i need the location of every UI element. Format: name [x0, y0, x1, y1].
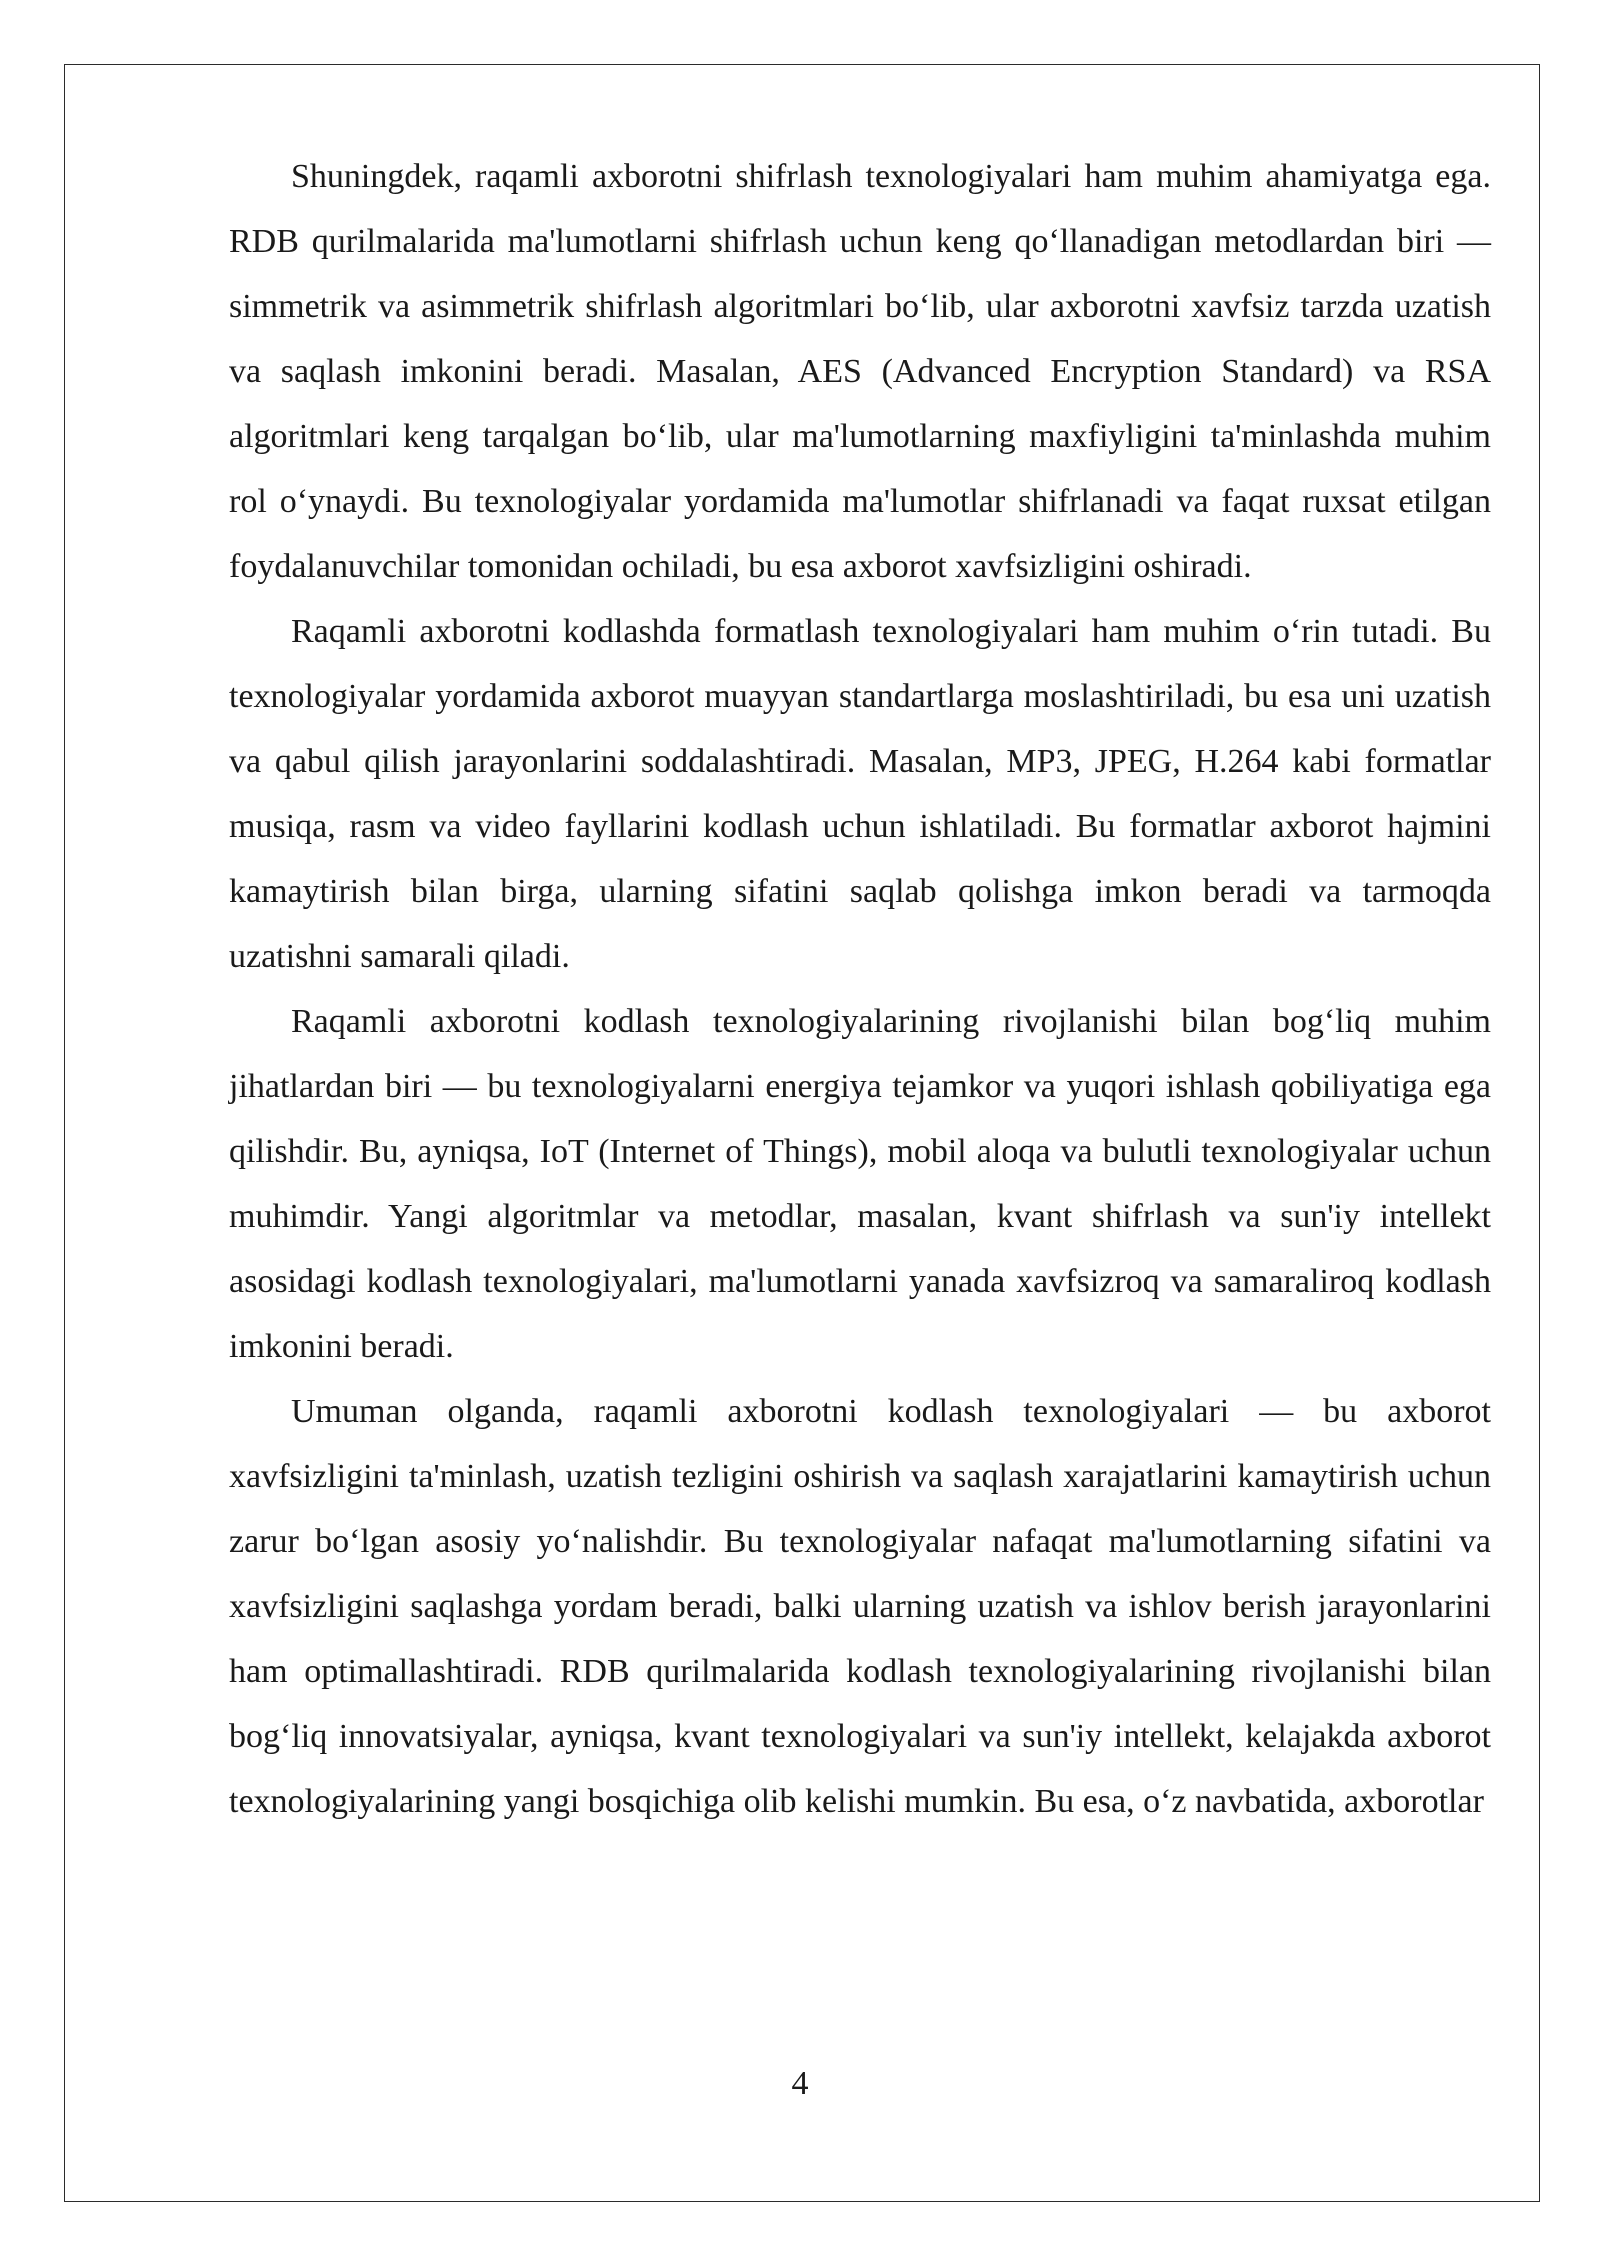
paragraph-encryption: Shuningdek, raqamli axborotni shifrlash texnologiyalari ham muhim ahamiyatga ega. RDB qurilmalarida ma'lumotlarni shifrlash uchun keng qo‘llanadigan metodlardan biri — simmetrik va asimmetrik shifrlash algoritmlari bo‘lib, ular axborotni xavfsiz tarzda uzatish va saqlash imkonini beradi. Masalan, AES (Advanced Encryption Standard) va RSA algoritmlari keng tarqalgan bo‘lib, ular ma'lumotlarning maxfiyligini ta'minlashda muhim rol o‘ynaydi. Bu texnologiyalar yordamida ma'lumotlar shifrlanadi va faqat ruxsat etilgan foydalanuvchilar tomonidan ochiladi, bu esa axborot xavfsizligini oshiradi. [229, 158, 1491, 585]
paragraph-development: Raqamli axborotni kodlash texnologiyalarining rivojlanishi bilan bog‘liq muhim jihatlardan biri — bu texnologiyalarni energiya tejamkor va yuqori ishlash qobiliyatiga ega qilishdir. Bu, ayniqsa, IoT (Internet of Things), mobil aloqa va bulutli texnologiyalar uchun muhimdir. Yangi algoritmlar va metodlar, masalan, kvant shifrlash va sun'iy intellekt asosidagi kodlash texnologiyalari, ma'lumotlarni yanada xavfsizroq va samaraliroq kodlash imkonini beradi. [229, 1003, 1491, 1365]
paragraph-conclusion: Umuman olganda, raqamli axborotni kodlash texnologiyalari — bu axborot xavfsizligini ta'minlash, uzatish tezligini oshirish va saqlash xarajatlarini kamaytirish uchun zarur bo‘lgan asosiy yo‘nalishdir. Bu texnologiyalar nafaqat ma'lumotlarning sifatini va xavfsizligini saqlashga yordam beradi, balki ularning uzatish va ishlov berish jarayonlarini ham optimallashtiradi. RDB qurilmalarida kodlash texnologiyalarining rivojlanishi bilan bog‘liq innovatsiyalar, ayniqsa, kvant texnologiyalari va sun'iy intellekt, kelajakda axborot texnologiyalarining yangi bosqichiga olib kelishi mumkin. Bu esa, o‘z navbatida, axborotlar [229, 1393, 1491, 1820]
document-body [229, 144, 1491, 1834]
page-number: 4 [791, 2065, 809, 2102]
paragraph-formatting: Raqamli axborotni kodlashda formatlash texnologiyalari ham muhim o‘rin tutadi. Bu texnologiyalar yordamida axborot muayyan standartlarga moslashtiriladi, bu esa uni uzatish va qabul qilish jarayonlarini soddalashtiradi. Masalan, MP3, JPEG, H.264 kabi formatlar musiqa, rasm va video fayllarini kodlash uchun ishlatiladi. Bu formatlar axborot hajmini kamaytirish bilan birga, ularning sifatini saqlab qolishga imkon beradi va tarmoqda uzatishni samarali qiladi. [229, 613, 1491, 975]
